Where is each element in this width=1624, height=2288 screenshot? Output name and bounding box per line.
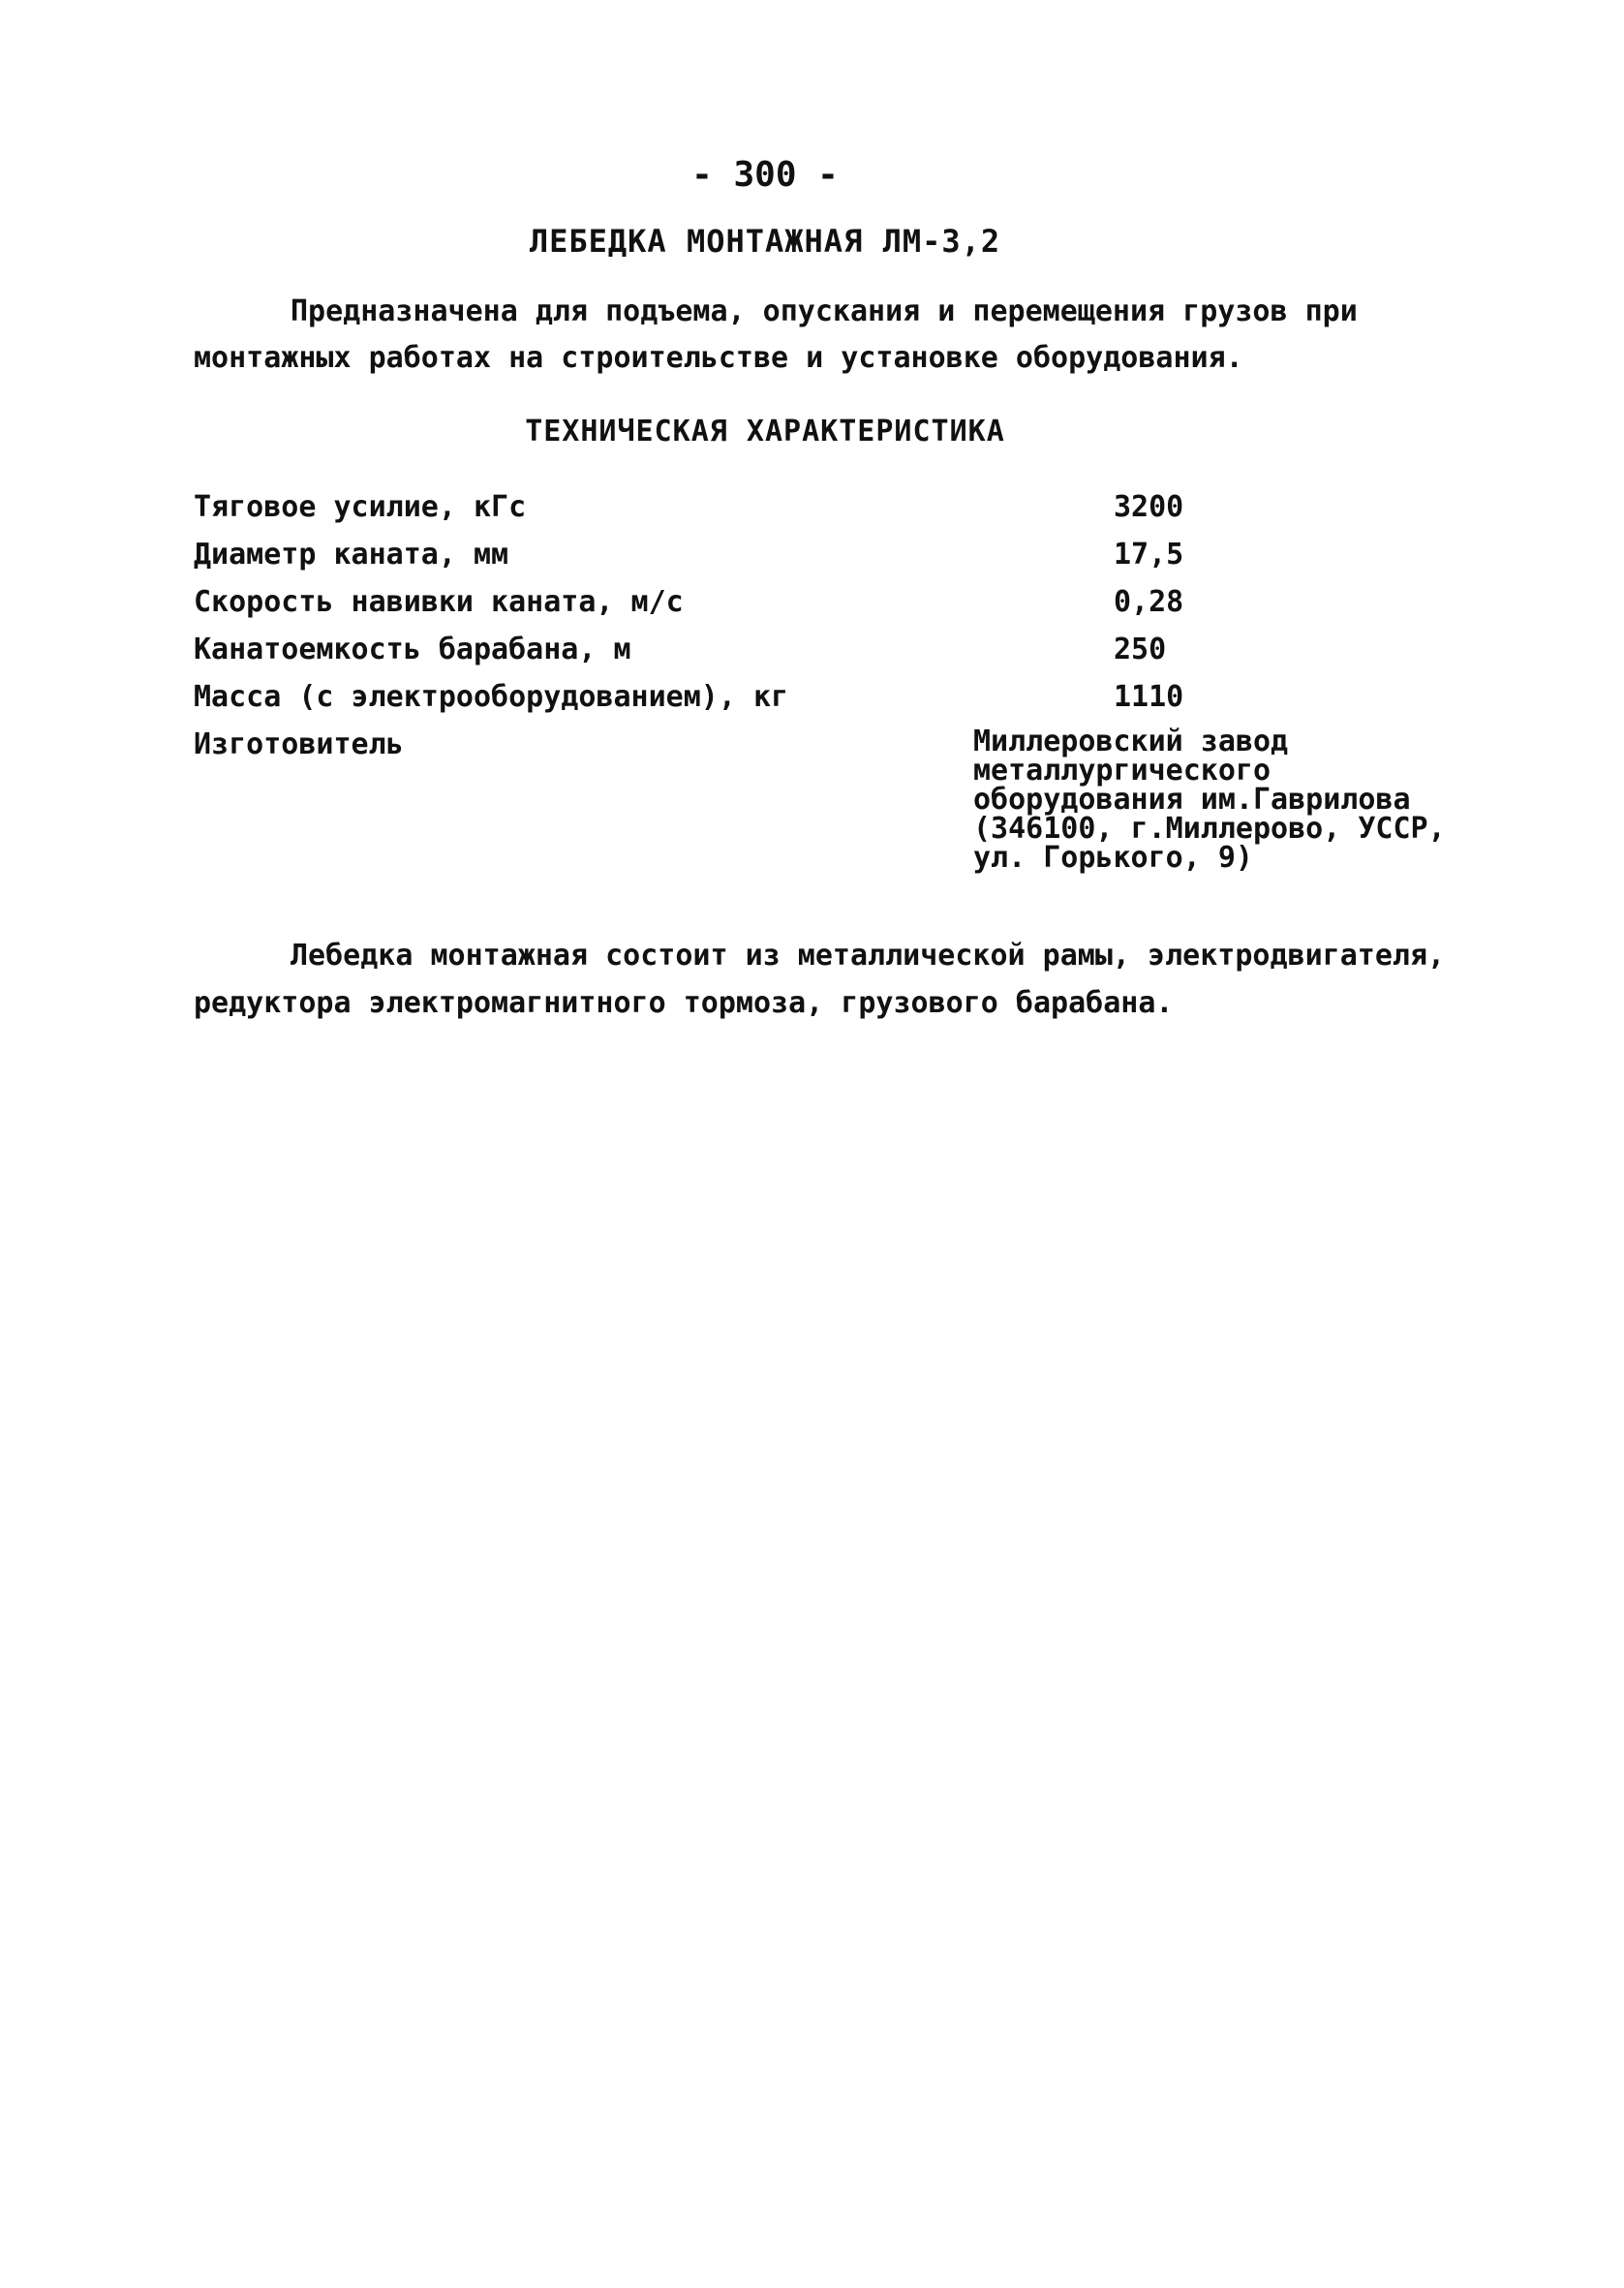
spec-row-winding-speed	[194, 585, 1472, 633]
document-title: ЛЕБЕДКА МОНТАЖНАЯ ЛМ-3,2	[529, 223, 1001, 260]
spec-value: 250	[1114, 633, 1167, 666]
spec-value: 3200	[1114, 490, 1184, 524]
spec-name: Диаметр каната, мм	[194, 538, 509, 572]
spec-name: Масса (с электрооборудованием), кг	[194, 680, 789, 714]
page-number: - 300 -	[691, 155, 839, 195]
spec-value: 0,28	[1114, 585, 1184, 619]
spec-name: Скорость навивки каната, м/с	[194, 585, 684, 619]
spec-row-rope-diameter	[194, 538, 1472, 585]
spec-row-manufacturer	[194, 727, 1472, 882]
spec-row-traction-force	[194, 490, 1472, 538]
spec-value: Миллеровский завод металлургического оборудования им.Гаврилова (346100, г.Миллерово, УССР, ул. Горького, 9)	[973, 725, 1446, 875]
spec-value: 17,5	[1114, 538, 1184, 572]
spec-name: Канатоемкость барабана, м	[194, 633, 631, 666]
description-paragraph: Лебедка монтажная состоит из металлической рамы, электродвигателя, редуктора электромагнитного тормоза, грузового барабана.	[194, 939, 1446, 1020]
spec-row-drum-capacity	[194, 633, 1472, 680]
spec-name: Тяговое усилие, кГс	[194, 490, 527, 524]
spec-heading: ТЕХНИЧЕСКАЯ ХАРАКТЕРИСТИКА	[525, 415, 1005, 448]
spec-name: Изготовитель	[194, 727, 404, 761]
spec-value: 1110	[1114, 680, 1184, 714]
intro-paragraph: Предназначена для подъема, опускания и перемещения грузов при монтажных работах на строительстве и установке оборудования.	[194, 294, 1358, 375]
spec-row-mass	[194, 680, 1472, 727]
spec-table	[194, 490, 1472, 882]
